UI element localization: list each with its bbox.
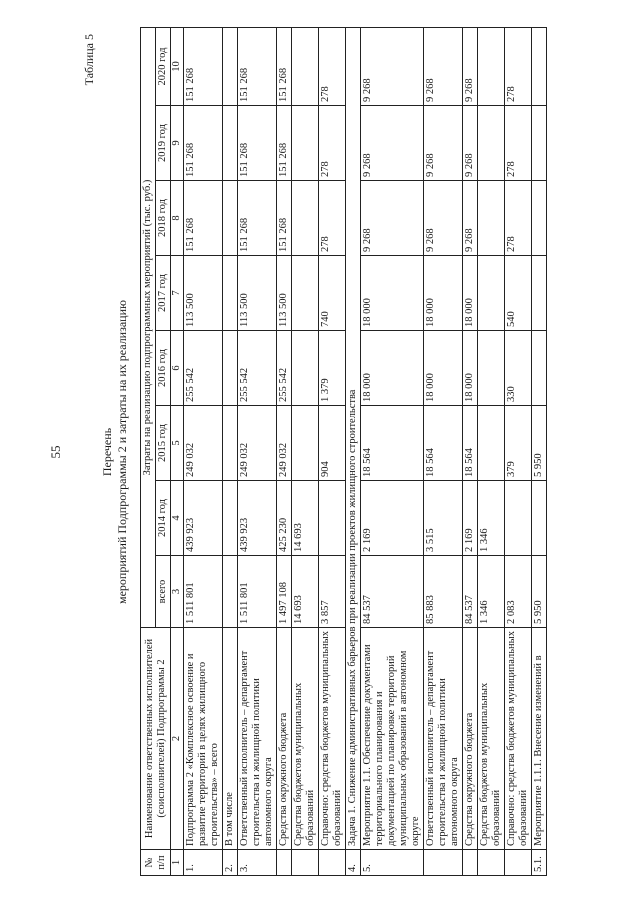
column-number: 1 [171, 850, 184, 876]
row-year-value [478, 181, 505, 256]
row-year-value: 151 268 [238, 106, 277, 181]
table-row [292, 28, 319, 876]
row-year-value: 9 268 [463, 181, 478, 256]
row-year-value [223, 106, 238, 181]
row-year-value [532, 106, 547, 181]
row-year-value: 113 500 [184, 256, 223, 331]
row-year-value: 9 268 [424, 106, 463, 181]
row-number: 2. [223, 850, 238, 876]
row-year-value [223, 406, 238, 481]
row-total-value: 1 511 801 [184, 556, 223, 628]
task-row [346, 28, 361, 876]
row-name: Средства бюджетов муниципальных образований [478, 628, 505, 850]
row-name: Подпрограмма 2 «Комплексное освоение и развитие территорий в целях жилищного строительства» – всего [184, 628, 223, 850]
row-year-value [292, 181, 319, 256]
row-year-value [532, 481, 547, 556]
row-year-value [292, 28, 319, 106]
row-name: Справочно: средства бюджетов муниципальных образований [505, 628, 532, 850]
row-year-value [478, 28, 505, 106]
row-year-value: 278 [319, 28, 346, 106]
row-total-value: 1 511 801 [238, 556, 277, 628]
row-year-value: 14 693 [292, 481, 319, 556]
row-name: Мероприятие 1.1.1. Внесение изменений в [532, 628, 547, 850]
row-year-value: 249 032 [277, 406, 292, 481]
row-year-value: 113 500 [277, 256, 292, 331]
row-year-value: 5 950 [532, 406, 547, 481]
row-number: 1. [184, 850, 223, 876]
row-year-value: 9 268 [361, 181, 424, 256]
row-number [319, 850, 346, 876]
row-year-value: 278 [319, 106, 346, 181]
header-name: Наименование ответственных исполнителей (соисполнителей) Подпрограммы 2 [141, 628, 171, 850]
row-year-value: 249 032 [238, 406, 277, 481]
row-year-value [478, 256, 505, 331]
row-total-value: 2 083 [505, 556, 532, 628]
column-number: 2 [171, 628, 184, 850]
header-total: всего [156, 556, 171, 628]
row-year-value [532, 331, 547, 406]
row-year-value: 9 268 [424, 28, 463, 106]
row-year-value [532, 181, 547, 256]
row-name: Справочно: средства бюджетов муниципальных образований [319, 628, 346, 850]
row-year-value: 330 [505, 331, 532, 406]
header-year: 2016 год [156, 331, 171, 406]
row-name: Средства бюджетов муниципальных образований [292, 628, 319, 850]
table-body [184, 28, 547, 876]
row-number [277, 850, 292, 876]
header-year: 2015 год [156, 406, 171, 481]
row-year-value: 2 169 [361, 481, 424, 556]
row-year-value: 18 000 [463, 331, 478, 406]
task-heading: Задача 1. Снижение административных барьеров при реализации проектов жилищного строительства [346, 28, 361, 850]
row-year-value: 9 268 [424, 181, 463, 256]
row-year-value: 9 268 [463, 28, 478, 106]
row-number: 4. [346, 850, 361, 876]
row-year-value: 18 564 [424, 406, 463, 481]
row-total-value: 84 537 [463, 556, 478, 628]
row-year-value: 439 923 [238, 481, 277, 556]
table-row [319, 28, 346, 876]
title-line: Перечень [100, 427, 114, 477]
row-total-value: 5 950 [532, 556, 547, 628]
header-no: № п/п [141, 850, 171, 876]
row-total-value [223, 556, 238, 628]
row-year-value [223, 181, 238, 256]
table-row [505, 28, 532, 876]
row-year-value: 18 000 [424, 331, 463, 406]
column-number: 10 [171, 28, 184, 106]
header-costs-group: Затраты на реализацию подпрограммных мероприятий (тыс. руб.) [141, 28, 156, 628]
row-year-value: 249 032 [184, 406, 223, 481]
row-total-value: 1 497 108 [277, 556, 292, 628]
row-year-value: 18 564 [361, 406, 424, 481]
row-year-value: 18 000 [361, 331, 424, 406]
document-title [100, 22, 130, 882]
row-year-value: 151 268 [184, 181, 223, 256]
column-number: 7 [171, 256, 184, 331]
row-total-value: 85 883 [424, 556, 463, 628]
row-year-value [505, 481, 532, 556]
row-year-value: 151 268 [277, 28, 292, 106]
row-year-value: 151 268 [184, 106, 223, 181]
row-year-value [292, 406, 319, 481]
row-name: Средства окружного бюджета [463, 628, 478, 850]
row-year-value: 904 [319, 406, 346, 481]
costs-table [140, 27, 547, 876]
row-year-value: 278 [505, 106, 532, 181]
row-number [478, 850, 505, 876]
column-number: 5 [171, 406, 184, 481]
row-year-value: 9 268 [361, 106, 424, 181]
row-year-value: 255 542 [184, 331, 223, 406]
row-year-value: 151 268 [184, 28, 223, 106]
row-year-value [478, 406, 505, 481]
column-number: 6 [171, 331, 184, 406]
column-number: 9 [171, 106, 184, 181]
row-year-value: 1 346 [478, 481, 505, 556]
table-row [238, 28, 277, 876]
row-name: Ответственный исполнитель – департамент строительства и жилищной политики автономного округа [424, 628, 463, 850]
row-year-value [478, 331, 505, 406]
header-year: 2017 год [156, 256, 171, 331]
row-year-value: 278 [505, 181, 532, 256]
row-year-value: 255 542 [277, 331, 292, 406]
row-name: Мероприятие 1.1. Обеспечение документами территориального планирования и документацией по планировке территорий муниципальных образований в автономном округе [361, 628, 424, 850]
row-year-value: 425 230 [277, 481, 292, 556]
row-year-value: 18 564 [463, 406, 478, 481]
row-number [505, 850, 532, 876]
page-number: 55 [48, 445, 63, 459]
row-year-value [478, 106, 505, 181]
row-year-value [292, 331, 319, 406]
row-year-value [292, 106, 319, 181]
row-year-value: 151 268 [238, 181, 277, 256]
row-year-value [532, 28, 547, 106]
row-name: Средства окружного бюджета [277, 628, 292, 850]
table-row [532, 28, 547, 876]
row-year-value: 540 [505, 256, 532, 331]
table-row [478, 28, 505, 876]
header-year: 2018 год [156, 181, 171, 256]
row-year-value [223, 28, 238, 106]
row-number: 5.1. [532, 850, 547, 876]
table-row [361, 28, 424, 876]
row-number [292, 850, 319, 876]
row-year-value: 151 268 [277, 106, 292, 181]
row-number: 5. [361, 850, 424, 876]
row-year-value: 3 515 [424, 481, 463, 556]
row-number: 3. [238, 850, 277, 876]
rotated-page [42, 22, 604, 882]
row-year-value: 379 [505, 406, 532, 481]
row-year-value [223, 256, 238, 331]
header-row-1 [141, 28, 156, 876]
row-year-value [292, 256, 319, 331]
table-row [277, 28, 292, 876]
row-year-value [223, 331, 238, 406]
row-year-value: 18 000 [361, 256, 424, 331]
header-year: 2019 год [156, 106, 171, 181]
row-year-value: 2 169 [463, 481, 478, 556]
row-total-value: 84 537 [361, 556, 424, 628]
row-total-value: 3 857 [319, 556, 346, 628]
column-number: 4 [171, 481, 184, 556]
header-year: 2014 год [156, 481, 171, 556]
table-row [424, 28, 463, 876]
row-year-value: 151 268 [238, 28, 277, 106]
row-year-value: 151 268 [277, 181, 292, 256]
row-name: Ответственный исполнитель – департамент строительства и жилищной политики автономного округа [238, 628, 277, 850]
table-label: Таблица 5 [82, 34, 96, 86]
row-total-value: 14 693 [292, 556, 319, 628]
row-year-value: 1 379 [319, 331, 346, 406]
column-number-row [171, 28, 184, 876]
row-name: В том числе [223, 628, 238, 850]
table-row [184, 28, 223, 876]
row-number [463, 850, 478, 876]
header-year: 2020 год [156, 28, 171, 106]
row-number [424, 850, 463, 876]
row-year-value [319, 481, 346, 556]
row-year-value: 18 000 [424, 256, 463, 331]
column-number: 8 [171, 181, 184, 256]
subtitle-line: мероприятий Подпрограммы 2 и затраты на их реализацию [115, 300, 129, 604]
row-year-value: 9 268 [361, 28, 424, 106]
row-year-value: 278 [505, 28, 532, 106]
row-year-value [532, 256, 547, 331]
row-year-value: 113 500 [238, 256, 277, 331]
row-year-value: 255 542 [238, 331, 277, 406]
table-row [223, 28, 238, 876]
row-year-value [223, 481, 238, 556]
column-number: 3 [171, 556, 184, 628]
table-row [463, 28, 478, 876]
row-year-value: 278 [319, 181, 346, 256]
row-year-value: 18 000 [463, 256, 478, 331]
row-total-value: 1 346 [478, 556, 505, 628]
row-year-value: 439 923 [184, 481, 223, 556]
row-year-value: 9 268 [463, 106, 478, 181]
row-year-value: 740 [319, 256, 346, 331]
